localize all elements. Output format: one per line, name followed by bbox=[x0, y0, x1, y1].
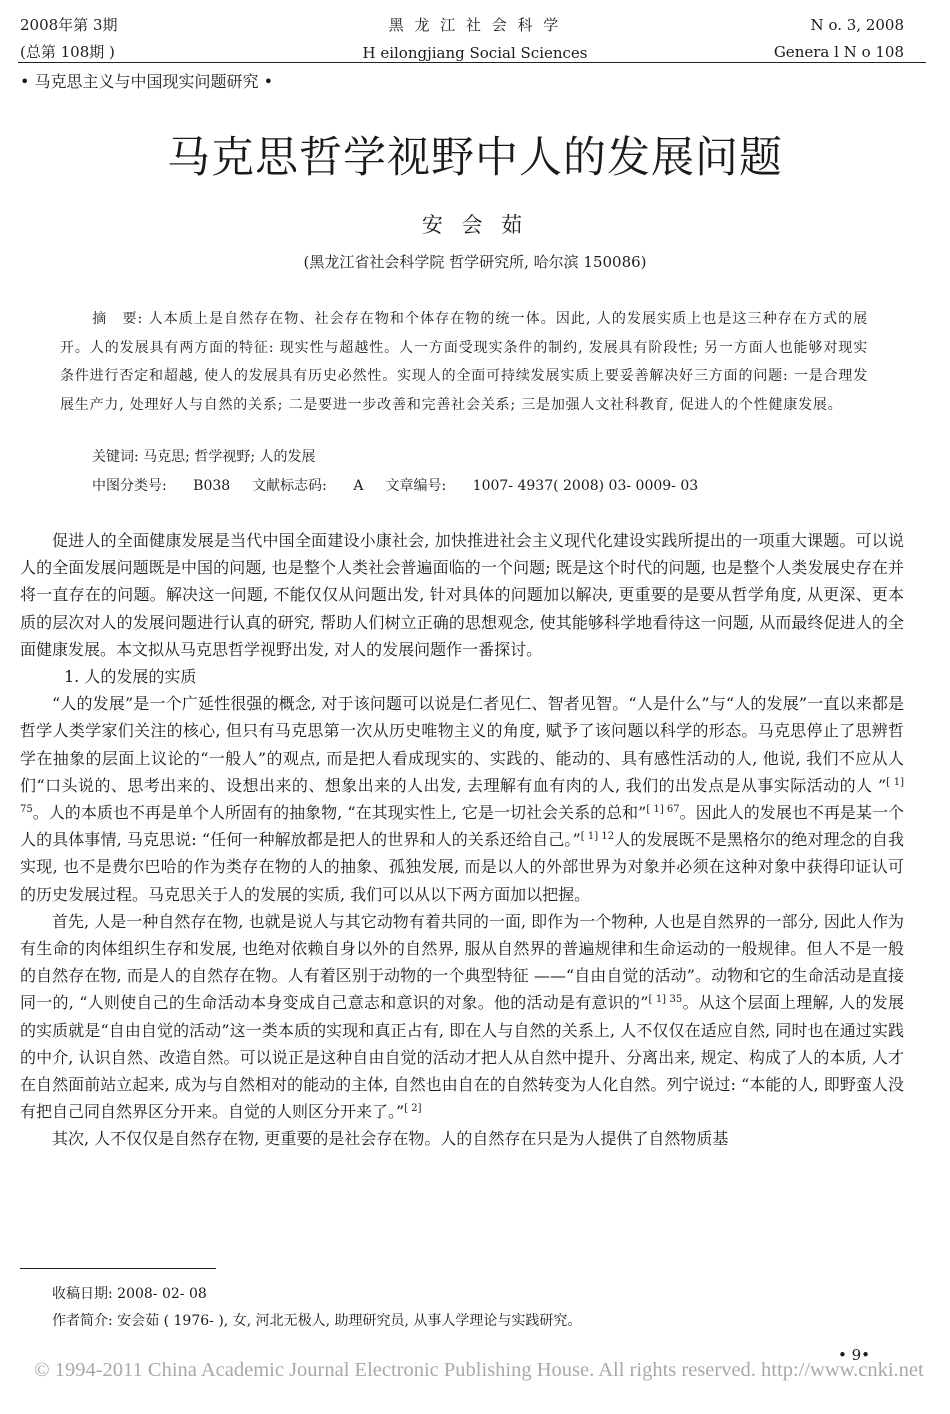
citation-ref: [ 2] bbox=[404, 1103, 422, 1115]
doc-value: A bbox=[353, 478, 364, 494]
citation-ref: [ 1] 12 bbox=[580, 831, 615, 843]
keywords bbox=[92, 443, 316, 471]
paragraph-2-text-a: “人的发展”是一个广延性很强的概念, 对于该问题可以说是仁者见仁、智者见智。“人是什么”与“人的发展”一直以来都是哲学人类学家们关注的核心, 但只有马克思第一次从历史唯物主义的角度, 赋予了该问题以科学的形态。马克思停止了思辨哲学在抽象的层面上议论的“一般人”的观点, 而是把人看成现实的、实践的、能动的、具有感性活动的人, 他说, 我们不应从人们“口头说的、思考出来的、设想出来的、想象出来的人出发, 去理解有血有肉的人, 我们的出发点是从事实际活动的人 ” bbox=[20, 694, 904, 795]
abstract bbox=[60, 305, 868, 419]
citation-ref: [ 1] 67 bbox=[646, 804, 680, 816]
clc-label: 中图分类号: bbox=[92, 478, 167, 494]
paragraph-2 bbox=[20, 690, 904, 908]
citation-ref: [ 1] 75 bbox=[20, 776, 904, 816]
footnote-rule bbox=[20, 1268, 216, 1269]
keywords-label: 关键词: bbox=[92, 449, 139, 465]
paragraph-intro: 促进人的全面健康发展是当代中国全面建设小康社会, 加快推进社会主义现代化建设实践所提出的一项重大课题。可以说人的全面发展问题既是中国的问题, 也是整个人类社会普遍面临的一个问题; 既是这个时代的问题, 也是整个人类发展史存在并将一直存在的问题。解决这一问题, 不能仅仅从问题出发, 针对具体的问题加以解决, 更重要的是要从哲学角度, 从更深、更本质的层次对人的发展问题进行认真的研究, 帮助人们树立正确的思想观念, 使其能够科学地看待这一问题, 从而最终促进人的全面健康发展。本文拟从马克思哲学视野出发, 对人的发展问题作一番探讨。 bbox=[20, 531, 904, 659]
column-label: • 马克思主义与中国现实问题研究 • bbox=[20, 72, 274, 91]
article-title: 马克思哲学视野中人的发展问题 bbox=[167, 133, 783, 183]
journal-name-cn: 黑 龙 江 社 会 科 学 bbox=[388, 16, 562, 34]
abstract-label: 摘 要: bbox=[92, 311, 144, 327]
paragraph-4: 其次, 人不仅仅是自然存在物, 更重要的是社会存在物。人的自然存在只是为人提供了自然物质基 bbox=[52, 1129, 729, 1149]
paragraph-3 bbox=[20, 908, 904, 1126]
paragraph-2-text-d: 人的发展既不是黑格尔的绝对理念的自我实现, 也不是费尔巴哈的作为类存在物的人的抽象、孤独发展, 而是以人的外部世界为对象并必须在这种对象中获得印证认可的历史发展过程。马克思关于人的发展的实质, 我们可以从以下两方面加以把握。 bbox=[20, 830, 904, 904]
citation-ref: [ 1] 35 bbox=[648, 994, 683, 1006]
keywords-text: 马克思; 哲学视野; 人的发展 bbox=[143, 449, 316, 465]
journal-name-en: H eilongjiang Social Sciences bbox=[362, 44, 588, 62]
section-heading: 1. 人的发展的实质 bbox=[64, 667, 197, 687]
clc-number bbox=[92, 478, 230, 494]
clc-value: B038 bbox=[193, 478, 231, 494]
copyright-watermark: © 1994-2011 China Academic Journal Electronic Publishing House. All rights reserved. http://www.cnki.net bbox=[34, 1359, 924, 1381]
doc-label: 文献标志码: bbox=[252, 478, 327, 494]
paragraph-2-text-c: 。因此人的发展也不再是某一个人的具体事情, 马克思说: “任何一种解放都是把人的世界和人的关系还给自己。” bbox=[20, 803, 904, 850]
paragraph-3-text-a: 首先, 人是一种自然存在物, 也就是说人与其它动物有着共同的一面, 即作为一个物种, 人也是自然界的一部分, 因此人作为有生命的肉体组织生存和发展, 也绝对依赖自身以外的自然界, 服从自然界的普遍规律和生命运动的一般规律。但人不是一般的自然存在物, 而是人的自然存在物。人有着区别于动物的一个典型特征 ——“自由自觉的活动”。动物和它的生命活动是直接同一的, “人则使自己的生命活动本身变成自己意志和意识的对象。他的活动是有意识的” bbox=[20, 911, 904, 1013]
issue-right: N o. 3, 2008 bbox=[810, 16, 904, 34]
total-issue-left: (总第 108期 ) bbox=[20, 43, 115, 61]
paragraph-3-text-b: 。从这个层面上理解, 人的发展的实质就是“自由自觉的活动”这一类本质的实现和真正占有, 即在人与自然的关系上, 人不仅仅在适应自然, 同时也在通过实践的中介, 认识自然、改造自然。可以说正是这种自由自觉的活动才把人从自然中提升、分离出来, 规定、构成了人的本质, 人才在自然面前站立起来, 成为与自然相对的能动的主体, 自然也由自在的自然转变为人化自然。列宁说过: “本能的人, 即野蛮人没有把自己同自然界区分开来。自觉的人则区分开来了。” bbox=[20, 993, 904, 1122]
header-rule bbox=[18, 62, 926, 63]
art-label: 文章编号: bbox=[385, 478, 447, 494]
article-body bbox=[20, 527, 904, 1153]
total-issue-right: Genera l N o 108 bbox=[773, 43, 904, 61]
footnote-author-bio: 作者简介: 安会茹 ( 1976- ), 女, 河北无极人, 助理研究员, 从事人学理论与实践研究。 bbox=[52, 1313, 582, 1329]
issue-left: 2008年第 3期 bbox=[20, 16, 118, 34]
article-number bbox=[385, 478, 698, 494]
document-code bbox=[252, 478, 363, 494]
author-name: 安 会 茹 bbox=[421, 213, 529, 237]
abstract-text: 人本质上是自然存在物、社会存在物和个体存在物的统一体。因此, 人的发展实质上也是这三种存在方式的展开。人的发展具有两方面的特征: 现实性与超越性。人一方面受现实条件的制约, 发展具有阶段性; 另一方面人也能够对现实条件进行否定和超越, 使人的发展具有历史必然性。实现人的全面可持续发展实质上要妥善解决好三方面的问题: 一是合理发展生产力, 处理好人与自然的关系; 二是要进一步改善和完善社会关系; 三是加强人文社科教育, 促进人的个性健康发展。 bbox=[60, 311, 868, 413]
footnote-received: 收稿日期: 2008- 02- 08 bbox=[52, 1286, 207, 1302]
classification-line bbox=[92, 472, 698, 500]
author-affiliation: (黑龙江省社会科学院 哲学研究所, 哈尔滨 150086) bbox=[303, 253, 647, 271]
art-value: 1007- 4937( 2008) 03- 0009- 03 bbox=[472, 478, 699, 494]
paragraph-2-text-b: 。人的本质也不再是单个人所固有的抽象物, “在其现实性上, 它是一切社会关系的总和” bbox=[32, 803, 647, 823]
page-number: • 9• bbox=[838, 1346, 871, 1364]
